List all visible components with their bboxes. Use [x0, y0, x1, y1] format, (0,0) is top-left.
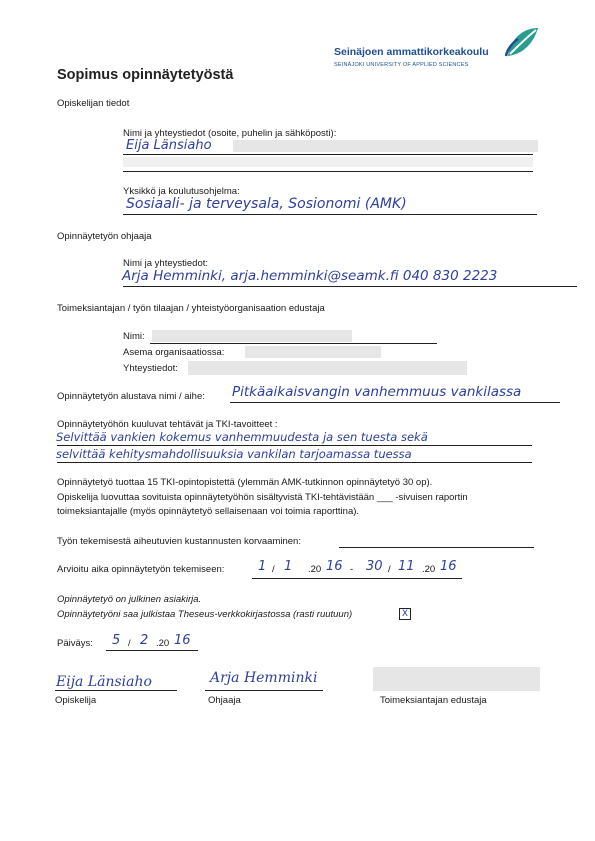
schedule-underline — [252, 578, 462, 579]
supervisor-contact-line — [123, 286, 577, 287]
tasks-line-1 — [57, 445, 532, 446]
supervisor-contact-label: Nimi ja yhteystiedot: — [123, 258, 209, 269]
student-signature: Eija Länsiaho — [56, 674, 152, 690]
redacted-student-contact — [233, 140, 538, 152]
date-year-prefix: .20 — [156, 638, 170, 649]
student-signature-label: Opiskelija — [55, 695, 97, 706]
start-year: 16 — [326, 559, 343, 574]
date-year: 16 — [174, 633, 191, 648]
credits-text: Opinnäytetyö tuottaa 15 TKI-opintopistettä (ylemmän AMK-tutkinnon opinnäytetyö 30 op). — [57, 477, 433, 488]
supervisor-section-heading: Opinnäytetyön ohjaaja — [57, 231, 152, 242]
end-year-prefix: .20 — [422, 564, 436, 575]
student-contact-label: Nimi ja yhteystiedot (osoite, puhelin ja sähköposti): — [123, 128, 337, 139]
tasks-label: Opinnäytetyöhön kuuluvat tehtävät ja TKI-tavoitteet : — [57, 419, 278, 430]
publish-consent-checkbox[interactable]: X — [399, 608, 411, 620]
page-title: Sopimus opinnäytetyöstä — [57, 67, 234, 83]
tasks-value-line-1: Selvittää vankien kokemus vanhemmuudesta ja sen tuesta sekä — [56, 430, 428, 444]
date-day: 5 — [112, 633, 121, 648]
client-section-heading: Toimeksiantajan / työn tilaajan / yhteistyöorganisaation edustaja — [57, 303, 325, 314]
date-range-dash: - — [350, 564, 354, 575]
client-position-label: Asema organisaatiossa: — [123, 347, 225, 358]
supervisor-contact-value: Arja Hemminki, arja.hemminki@seamk.fi 040 830 2223 — [122, 268, 498, 284]
client-contact-label: Yhteystiedot: — [123, 363, 178, 374]
end-month: 11 — [398, 559, 415, 574]
student-contact-line-2 — [123, 171, 533, 172]
supervisor-signature-line — [205, 690, 323, 691]
topic-line — [230, 402, 560, 403]
student-unit-line — [123, 214, 537, 215]
student-contact-value: Eija Länsiaho — [126, 138, 212, 153]
client-name-line — [150, 343, 437, 344]
costs-line — [339, 547, 534, 548]
end-day: 30 — [366, 559, 383, 574]
leaf-logo-icon — [504, 26, 540, 58]
supervisor-signature-label: Ohjaaja — [208, 695, 241, 706]
public-note: Opinnäytetyö on julkinen asiakirja. — [57, 594, 202, 605]
redacted-client-contact — [188, 361, 467, 375]
date-label: Päiväys: — [57, 638, 93, 649]
schedule-dates — [252, 559, 472, 579]
tasks-line-2 — [57, 462, 532, 463]
client-signature-label: Toimeksiantajan edustaja — [380, 695, 487, 706]
topic-value: Pitkäaikaisvangin vanhemmuus vankilassa — [232, 384, 522, 400]
supervisor-signature: Arja Hemminki — [210, 670, 318, 686]
redacted-client-signature — [373, 667, 540, 691]
costs-label: Työn tekemisestä aiheutuvien kustannusten korvaaminen: — [57, 536, 301, 547]
date-sep: / — [128, 638, 131, 649]
logo-subtitle: SEINÄJOKI UNIVERSITY OF APPLIED SCIENCES — [334, 62, 469, 68]
logo-name: Seinäjoen ammattikorkeakoulu — [334, 46, 489, 58]
end-year: 16 — [440, 559, 457, 574]
report-text-2: toimeksiantajalle (myös opinnäytetyö sellaisenaan voi toimia raporttina). — [57, 506, 360, 517]
student-contact-line-1 — [123, 154, 533, 155]
start-sep: / — [272, 564, 275, 575]
student-signature-line — [55, 690, 177, 691]
start-year-prefix: .20 — [308, 564, 322, 575]
report-text: Opiskelija luovuttaa sovituista opinnäytetyöhön sisältyvistä TKI-tehtävistään ___ -sivuisen raportin — [57, 492, 468, 503]
start-day: 1 — [258, 559, 267, 574]
client-name-label: Nimi: — [123, 331, 145, 342]
schedule-label: Arvioitu aika opinnäytetyön tekemiseen: — [57, 564, 225, 575]
school-logo — [334, 26, 544, 74]
date-underline — [106, 650, 198, 651]
student-unit-label: Yksikkö ja koulutusohjelma: — [123, 186, 240, 197]
student-unit-value: Sosiaali- ja terveysala, Sosionomi (AMK) — [126, 196, 407, 212]
publish-consent-text: Opinnäytetyöni saa julkistaa Theseus-verkkokirjastossa (rasti ruutuun) — [57, 609, 353, 620]
end-sep: / — [388, 564, 391, 575]
student-section-heading: Opiskelijan tiedot — [57, 98, 130, 109]
redacted-client-position — [245, 346, 381, 358]
redacted-student-contact-2 — [123, 157, 533, 167]
redacted-client-name — [152, 330, 352, 342]
topic-label: Opinnäytetyön alustava nimi / aihe: — [57, 391, 205, 402]
date-month: 2 — [140, 633, 149, 648]
tasks-value-line-2: selvittää kehitysmahdollisuuksia vankilan tarjoamassa tuessa — [56, 447, 412, 461]
start-month: 1 — [284, 559, 293, 574]
